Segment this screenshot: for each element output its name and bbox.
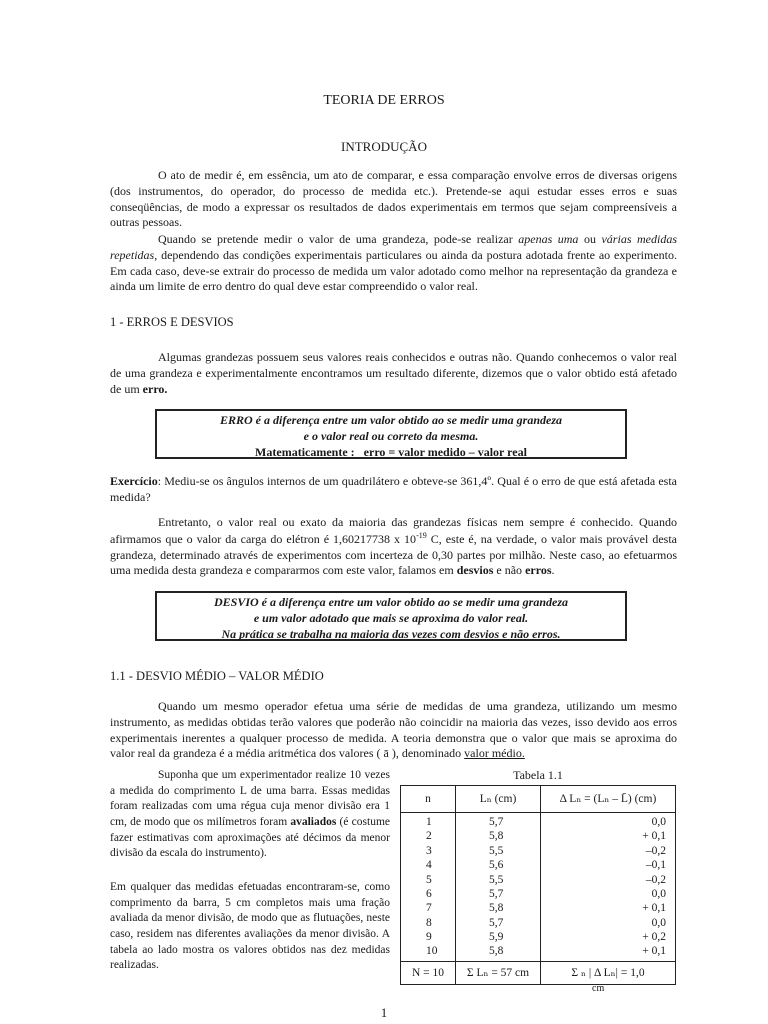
left-column-paragraph-2: Em qualquer das medidas efetuadas encontraram-se, como comprimento da barra, 5 cm completos mais uma fração avaliada da menor divisão, de modo que as flutuações, neste caso, residem nas diferentes avaliações da menor divisão. A tabela ao lado mostra os valores obtidos nas dez medidas realizadas.: [110, 881, 390, 972]
table-cell: + 0,1: [642, 902, 666, 915]
header-n: n: [401, 786, 456, 813]
page-title: TEORIA DE ERROS: [323, 93, 445, 108]
intro-heading: INTRODUÇÃO: [341, 139, 427, 154]
table-cell: 5,5: [489, 844, 504, 857]
table-cell: 5,8: [489, 945, 504, 958]
table-cell: –0,2: [645, 844, 666, 857]
measurements-table: [400, 785, 676, 985]
table-cell: 5,8: [489, 830, 504, 843]
table-cell: 5,7: [489, 887, 504, 900]
table-cell: 3: [426, 844, 432, 857]
desvio-definition-line-2: e um valor adotado que mais se aproxima do valor real.: [253, 611, 529, 626]
section1-paragraph-1: Algumas grandezas possuem seus valores reais conhecidos e outras não. Quando conhecemos o valor real de uma grandeza e experimentalmente encontramos um resultado diferente, dizemos que o valor obtido está afetado de um erro.: [110, 350, 677, 396]
desvio-definition-line-1: DESVIO é a diferença entre um valor obtido ao se medir uma grandeza: [213, 595, 568, 609]
erro-definition-box: [155, 409, 627, 459]
table-cell: –0,1: [645, 859, 666, 872]
erro-definition-line-2: e o valor real ou correto da mesma.: [303, 429, 479, 444]
column-L: [456, 813, 541, 962]
exercise-label: Exercício: [110, 474, 158, 488]
section-heading-desvio-medio: 1.1 - DESVIO MÉDIO – VALOR MÉDIO: [110, 669, 324, 683]
table-cell: + 0,2: [642, 931, 666, 943]
intro-paragraph-1: O ato de medir é, em essência, um ato de comparar, e essa comparação envolve erros de diversas origens (dos instrumentos, do operador, do processo de medida etc.). Pretende-se aqui estudar esses erros e suas conseqüências, de modo a expressar os resultados de dados experimentais em termos que sejam compreensíveis a outras pessoas.: [110, 168, 677, 230]
header-delta-L: Δ Lₙ = (Lₙ – L̄) (cm): [541, 786, 676, 813]
table-cell: 5,8: [489, 902, 504, 915]
erro-definition-line-1: ERRO é a diferença entre um valor obtido ao se medir uma grandeza: [220, 413, 562, 427]
desvio-definition-box: [155, 591, 627, 641]
table-cell: 5: [426, 873, 432, 886]
table-cell: 5,5: [489, 873, 504, 886]
table-header-row: [401, 786, 676, 813]
table-cell: –0,2: [645, 873, 666, 886]
desvio-definition-line-3: Na prática se trabalha na maioria das vezes com desvios e não erros.: [221, 627, 561, 642]
page-number: 1: [380, 1005, 388, 1020]
table-footer-row: [401, 961, 676, 984]
table-cell: 7: [426, 902, 432, 915]
table-cell: 8: [426, 916, 432, 929]
table-cell: 4: [426, 859, 432, 872]
table-cell: 5,9: [489, 931, 504, 943]
footer-unit: cm: [592, 983, 605, 994]
header-L: Lₙ (cm): [456, 786, 541, 813]
table-cell: 5,7: [489, 816, 504, 828]
erro-formula: Matematicamente : erro = valor medido – valor real: [255, 445, 527, 460]
table-body-row: [401, 813, 676, 962]
intro-paragraph-2: Quando se pretende medir o valor de uma grandeza, pode-se realizar apenas uma ou várias medidas repetidas, dependendo das condições experimentais particulares ou ainda da postura adotada frente ao experimento. Em cada caso, deve-se extrair do processo de medida um valor adotado como melhor na representação da grandeza e ainda um limite de erro dentro do qual deve estar compreendido o valor real.: [110, 232, 678, 294]
column-n: [401, 813, 456, 962]
exercise-paragraph: Exercício: Mediu-se os ângulos internos de um quadrilátero e obteve-se 361,4º. Qual é o erro de que está afetada esta medida?: [110, 474, 677, 504]
table-cell: 5,7: [489, 916, 504, 929]
footer-sum-L: Σ Lₙ = 57 cm: [456, 961, 541, 984]
table-cell: 0,0: [651, 916, 666, 929]
table-cell: 9: [426, 931, 432, 943]
table-cell: 6: [426, 887, 432, 900]
table-cell: + 0,1: [642, 830, 666, 843]
left-column-paragraph-1: Suponha que um experimentador realize 10 vezes a medida do comprimento L de uma barra. Essas medidas foram realizadas com uma régua cuja menor divisão era 1 cm, de modo que os milímetros foram avaliados (é costume fazer estimativas com aproximações até décimos da menor divisão da escala do instrumento).: [110, 769, 390, 860]
table-cell: + 0,1: [642, 945, 666, 958]
section-heading-erros-desvios: 1 - ERROS E DESVIOS: [110, 315, 234, 329]
table-cell: 1: [426, 816, 432, 828]
table-caption: Tabela 1.1: [513, 768, 563, 782]
table-cell: 0,0: [651, 816, 666, 828]
table-cell: 0,0: [651, 887, 666, 900]
section11-paragraph-1: Quando um mesmo operador efetua uma série de medidas de uma grandeza, utilizando um mesmo instrumento, as medidas obtidas terão valores que poderão não coincidir na maioria das vezes, isso devido aos erros experimentais inerentes a qualquer processo de medida. A teoria demonstra que o valor que mais se aproxima do valor real da grandeza é a média aritmética dos valores ( ā ), denominado valor médio.: [110, 699, 677, 761]
footer-count: N = 10: [401, 961, 456, 984]
table-cell: 5,6: [489, 859, 504, 872]
section1-paragraph-2: Entretanto, o valor real ou exato da maioria das grandezas físicas nem sempre é conhecido. Quando afirmamos que o valor da carga do elétron é 1,60217738 x $10^{-19}$ C, este é, na verdade, o valor mais provável desta grandeza, determinado através de experimentos com incerteza de 0,30 partes por milhão. Neste caso, ao efetuarmos uma medida desta grandeza e compararmos com este valor, falamos em desvios e não erros.: [110, 515, 678, 578]
column-delta-L: [541, 813, 676, 962]
table-cell: 2: [426, 830, 432, 843]
table-cell: 10: [426, 945, 438, 958]
footer-sum-delta: Σ ₙ | Δ Lₙ| = 1,0: [541, 961, 676, 984]
